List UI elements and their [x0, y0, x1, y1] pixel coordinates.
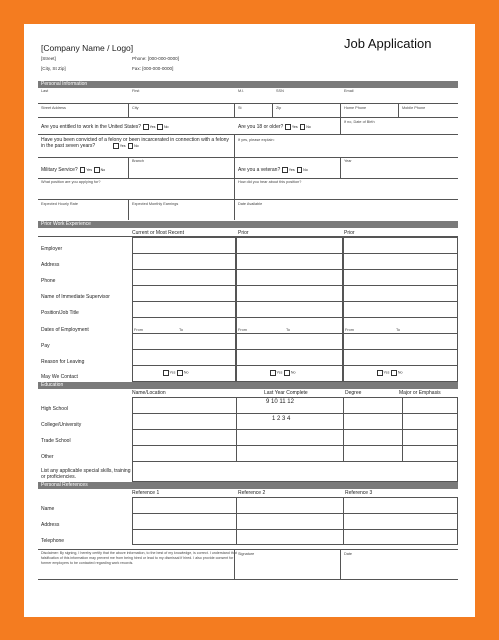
- references-grid[interactable]: [132, 497, 458, 545]
- divider: [128, 103, 129, 117]
- work-col-prior-1[interactable]: [236, 237, 343, 382]
- section-work-experience: Prior Work Experience: [38, 221, 458, 228]
- yes-checkbox[interactable]: [143, 124, 149, 130]
- hs-years: 9 10 11 12: [266, 399, 294, 405]
- label-first: First: [132, 89, 140, 93]
- divider: [343, 497, 344, 545]
- col-prior-2: Prior: [344, 230, 355, 236]
- divider: [132, 529, 458, 530]
- from-label: From: [345, 328, 354, 332]
- no-checkbox[interactable]: [391, 370, 397, 376]
- yes-checkbox[interactable]: [377, 370, 383, 376]
- label-from: Year: [344, 159, 352, 163]
- section-references: Personal References: [38, 482, 458, 489]
- fax: Fax: [000-000-0000]: [132, 66, 174, 71]
- no-checkbox[interactable]: [128, 143, 134, 149]
- col-reference-3: Reference 3: [345, 490, 373, 496]
- section-personal-info: Personal Information: [38, 81, 458, 88]
- divider: [234, 157, 235, 178]
- label-state: St: [238, 106, 242, 110]
- row-reason: Reason for Leaving: [41, 359, 85, 365]
- no-checkbox[interactable]: [284, 370, 290, 376]
- divider: [272, 103, 273, 117]
- label-date-available: Date Available: [238, 202, 263, 206]
- divider: [132, 365, 458, 366]
- q-entitled-work: Are you entitled to work in the United States? Yes No: [41, 124, 169, 131]
- divider: [132, 461, 458, 462]
- row-position: Position/Job Title: [41, 310, 79, 316]
- divider: [402, 397, 403, 461]
- row-address: Address: [41, 262, 60, 268]
- divider: [38, 579, 458, 580]
- divider: [132, 269, 458, 270]
- work-col-current[interactable]: [132, 237, 236, 382]
- label-zip: Zip: [276, 106, 282, 110]
- edu-trade: Trade School: [41, 438, 71, 444]
- label-explain: If yes, please explain:: [238, 138, 275, 142]
- contact-yes-no: Yes No: [375, 370, 402, 376]
- divider: [340, 103, 341, 117]
- label-home-phone: Home Phone: [344, 106, 367, 110]
- q-convicted: Have you been convicted of a felony or been incarcerated in connection with a felony in the past seven years? Yes No: [41, 137, 229, 150]
- divider: [38, 178, 458, 179]
- from-label: From: [134, 328, 143, 332]
- application-form: [24, 24, 475, 617]
- yes-checkbox[interactable]: [163, 370, 169, 376]
- yes-checkbox[interactable]: [282, 167, 288, 173]
- col-last-year: Last Year Complete: [264, 390, 308, 396]
- label-expected-earnings: Expected Monthly Earnings: [132, 202, 179, 206]
- label-city: City: [132, 106, 139, 110]
- divider: [234, 103, 235, 117]
- divider: [38, 549, 458, 550]
- to-label: To: [286, 328, 291, 332]
- divider: [132, 513, 458, 514]
- label-mobile-phone: Mobile Phone: [402, 106, 426, 110]
- divider: [38, 134, 458, 135]
- col-prior-1: Prior: [238, 230, 249, 236]
- row-pay: Pay: [41, 343, 50, 349]
- divider: [398, 103, 399, 117]
- section-education: Education: [38, 382, 458, 389]
- row-phone: Phone: [41, 278, 56, 284]
- yes-checkbox[interactable]: [270, 370, 276, 376]
- label-ssn: SSN: [276, 89, 284, 93]
- col-reference-1: Reference 1: [132, 490, 160, 496]
- divider: [340, 549, 341, 579]
- label-dob: If no, Date of Birth: [344, 120, 375, 124]
- edu-other: Other: [41, 454, 54, 460]
- q-military: Military Service? Yes No: [41, 167, 106, 174]
- label-heard-about: How did you hear about this position?: [238, 180, 302, 184]
- divider: [340, 117, 341, 134]
- street: [Street]: [41, 56, 56, 61]
- divider: [38, 103, 458, 104]
- from-label: From: [238, 328, 247, 332]
- divider: [132, 253, 458, 254]
- edu-skills: List any applicable special skills, training or proficiencies.: [41, 468, 131, 480]
- contact-yes-no: Yes No: [268, 370, 295, 376]
- city-state-zip: [City, St Zip]: [41, 66, 66, 71]
- no-checkbox[interactable]: [94, 167, 100, 173]
- label-email: Email: [344, 89, 354, 93]
- no-checkbox[interactable]: [297, 167, 303, 173]
- col-degree: Degree: [345, 390, 362, 396]
- to-label: To: [179, 328, 184, 332]
- divider: [38, 199, 458, 200]
- yes-checkbox[interactable]: [80, 167, 86, 173]
- divider: [38, 157, 458, 158]
- edu-college: College/University: [41, 422, 82, 428]
- company-name: [Company Name / Logo]: [41, 43, 134, 53]
- label-last: Last: [41, 89, 49, 93]
- divider: [236, 497, 237, 545]
- row-contact: May We Contact: [41, 374, 78, 380]
- divider: [132, 285, 458, 286]
- to-label: To: [396, 328, 401, 332]
- col-reference-2: Reference 2: [238, 490, 266, 496]
- edu-high-school: High School: [41, 406, 68, 412]
- label-branch: Branch: [132, 159, 145, 163]
- divider: [38, 117, 458, 118]
- row-employer: Employer: [41, 246, 63, 252]
- divider: [132, 301, 458, 302]
- divider: [132, 429, 458, 430]
- contact-yes-no: Yes No: [161, 370, 188, 376]
- no-checkbox[interactable]: [177, 370, 183, 376]
- divider: [128, 157, 129, 178]
- row-supervisor: Name of Immediate Supervisor: [41, 294, 110, 300]
- education-grid[interactable]: [132, 397, 458, 482]
- row-dates: Dates of Employment: [41, 327, 89, 333]
- divider: [132, 413, 458, 414]
- label-street-address: Street Address: [41, 106, 66, 110]
- page-title: Job Application: [344, 36, 432, 51]
- no-checkbox[interactable]: [300, 124, 306, 130]
- ref-name: Name: [41, 506, 55, 512]
- disclaimer-text: Disclaimer: By signing, I hereby certify that the above information, to the best of my knowledge, is correct. I understand that falsification of this information may prevent me from being hired or lead to my dismissal if hired. I also provide consent for former employers to be contacted regarding work records.: [41, 551, 237, 565]
- divider: [128, 199, 129, 220]
- divider: [132, 317, 458, 318]
- ref-address: Address: [41, 522, 60, 528]
- divider: [132, 349, 458, 350]
- divider: [234, 199, 235, 220]
- label-mi: M.I.: [238, 89, 245, 93]
- col-name-location: Name/Location: [132, 390, 166, 396]
- q-age-18: Are you 18 or older? Yes No: [238, 124, 311, 131]
- label-date: Date: [344, 552, 353, 556]
- divider: [343, 397, 344, 461]
- yes-checkbox[interactable]: [113, 143, 119, 149]
- q-veteran: Are you a veteran? Yes No: [238, 167, 308, 174]
- label-position-applying: What position are you applying for?: [41, 180, 101, 184]
- col-current: Current or Most Recent: [132, 230, 184, 236]
- yes-checkbox[interactable]: [285, 124, 291, 130]
- work-col-prior-2[interactable]: [343, 237, 458, 382]
- col-major: Major or Emphasis: [399, 390, 441, 396]
- divider: [234, 549, 235, 579]
- phone: Phone: [000-000-0000]: [132, 56, 179, 61]
- divider: [132, 445, 458, 446]
- divider: [234, 178, 235, 199]
- label-expected-start: Expected Hourly Rate: [41, 202, 78, 206]
- divider: [132, 333, 458, 334]
- ref-telephone: Telephone: [41, 538, 65, 544]
- divider: [236, 397, 237, 461]
- no-checkbox[interactable]: [157, 124, 163, 130]
- divider: [234, 134, 235, 157]
- college-years: 1 2 3 4: [272, 416, 291, 422]
- divider: [340, 157, 341, 178]
- label-signature: Signature: [238, 552, 255, 556]
